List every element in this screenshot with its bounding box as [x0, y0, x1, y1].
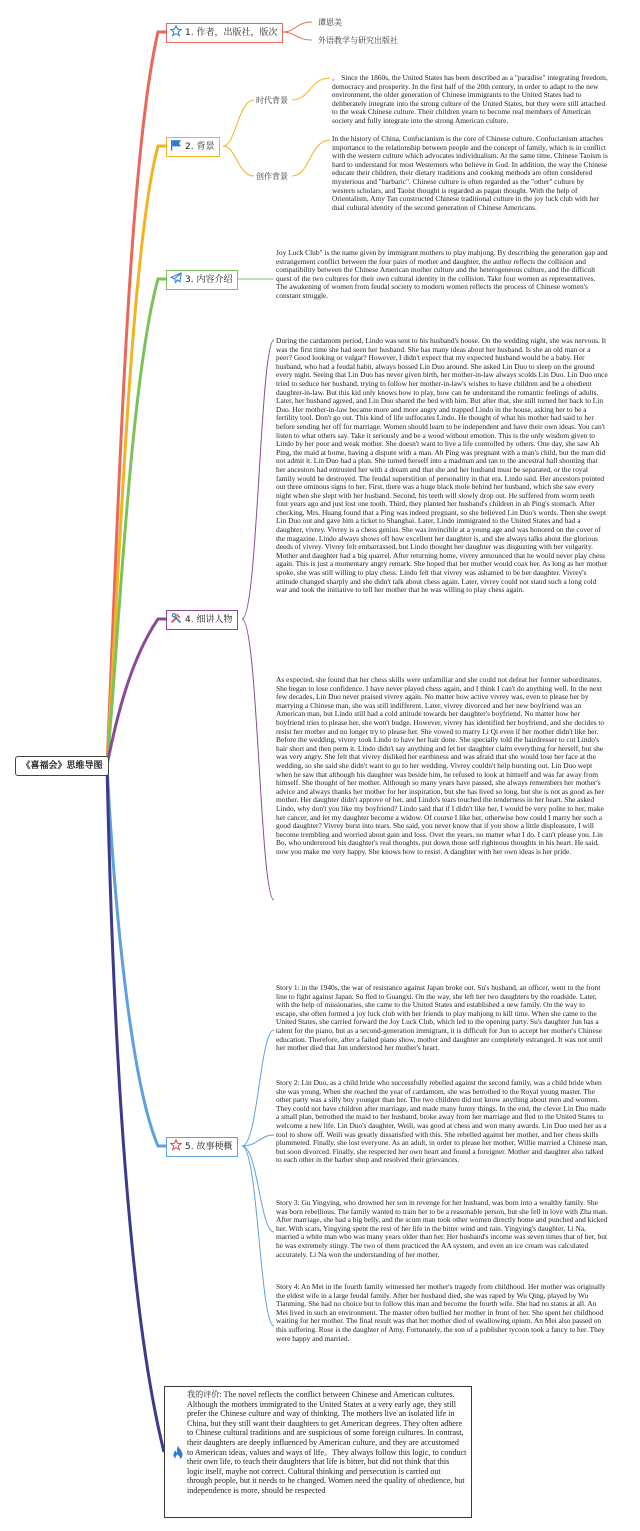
- sub-connector-creation-text: [292, 140, 330, 176]
- sub-connector-background-era: [223, 100, 254, 146]
- story-1-text: Story 1: in the 1940s, the war of resistance against Japan broke out. Su's husband, an officer, went to the front line to fight against Japan. Su fled to Guangxi. On the way, she left her two daughters by the roadside. Later, with the help of missionaries, she came to the United States and established a new family. On the way to escape, she often formed a joy luck club with her friends to play mahjong to kill time. When she came to the United States, she carried forward the Joy Luck Club, which led to the opening party. Su's daughter Jun has a talent for the piano, but as a second-generation immigrant, it is difficult for Jun to accept her mother's Chinese education. Therefore, after a failed piano show, mother and daughter are completely estranged. It was not until her mother died that Jun understood her mother's heart.: [276, 984, 603, 1053]
- node-content[interactable]: [166, 270, 238, 290]
- sub-connector-summary-4: [242, 1146, 274, 1326]
- creation-background-text: In the history of China, Confucianism is the core of Chinese culture. Confucianism attaches importance to the relationship between people and the concept of family, which is in conflict with the western culture which advocates individualism. At the same time, Chinese Taoism is hard to understand for most Westerners who believe in God. In addition, the way the Chinese educate their children, their dietary traditions and cooking methods are often considered mysterious and "barbaric". Chinese culture is often regarded as the "other" culture by western scholars, and Taoist thought is regarded as pagan thought. With the help of Orientalism, Amy Tan constructed Chinese traditional culture in the joy luck club with her dual cultural identity of the second generation of Chinese Americans.: [332, 135, 608, 212]
- node-author[interactable]: [166, 23, 283, 43]
- node-author-label: 1. 作者，出版社，版次: [185, 28, 278, 38]
- connector-review: [107, 765, 164, 1452]
- review-box[interactable]: [164, 1386, 472, 1518]
- root-node[interactable]: 《喜福会》思维导图: [15, 756, 109, 776]
- publisher-name: 外语教学与研究出版社: [318, 36, 398, 45]
- review-text: 我的评价: The novel reflects the conflict between Chinese and American cultures. Although the mothers immigrated to the United States at a very early age, they still prefer the Chinese culture and way of thinking. The mothers live an isolated life in China, but they still want their daughters to get American degrees. They often adhere to Chinese cultural traditions and are suspicious of some foreign cultures. In contrast, their daughters are deeply influenced by American culture, and they are accustomed to American ideas, values and ways of life。They always follow this logic, to conduct their own life, to teach their daughters that life is bitter, but did not think that this logic itself, maybe not correct. Cultural thinking and persecution is carried out through people, but it needs to be changed. Women need the quality of obedience, but independence is more, should be respected: [187, 1390, 467, 1495]
- era-background-label[interactable]: 时代背景: [256, 96, 288, 105]
- creation-background-label[interactable]: 创作背景: [256, 172, 288, 181]
- node-summary[interactable]: [166, 1137, 238, 1157]
- characters-text-2: As expected, she found that her chess skills were unfamiliar and she could not defeat her former subordinates. She began to lose confidence. I have never played chess again, and I think I can't do anything well. In the next few decades, Lin Duo never praised vivrey again. No matter how active vivrey was, even to please her by marrying a Chinese man, she was still indifferent. Later, vivrey divorced and her new boyfriend was an American man, but Lindo still had a cold attitude towards her daughter's boyfriend. No matter how her boyfriend tries to please her, she won't budge. However, vivrey has identified her boyfriend, and she decides to resist her mother and no longer try to please her. She vowed to marry Li Qi even if her mother didn't like her. Before the wedding, vivrey took Lindo to have her hair done. She specially told the hairdresser to cut Lindo's hair short and then perm it. Lindo didn't say anything and let her daughter claim everything for herself, but she was very angry. She felt that vivrey disliked her earthiness and was afraid that she would lose her face at the wedding, so she said she didn't want to go to her wedding. Vivrey couldn't help bursting out. Lin Duo wept when he saw that although his daughter was beside him, he refused to look at himself and was far away from himself. She thought of her mother. Although so many years have passed, she always remembers her mother's advice and always thanks her mother for her inspiration, but she has lived so long, but she is not as good as her mother. Her daughter didn't approve of her, and Lindo's tears touched the tenderness in her heart. She asked Lindo, why don't you like my boyfriend? Lindo said that if I didn't like her, I would be very polite to her, make her cancer, and let my daughter become a widow. Of course I like her, otherwise how could I marry her such a good daughter? Vivrey burst into tears. She said, you never know that if you show a little displeasure, I will become trembling and worried about gain and loss. Over the years, no matter what I do. I can't please you. Lin Bo, who understood his daughter's real thoughts, put down those self righteous thoughts in his heart. He said, now you make me very happy. She knows how to resist. A daughter with her own ideas is her pride.: [276, 676, 605, 856]
- sub-connector-era-text: [292, 78, 330, 100]
- paper-plane-icon: [170, 272, 182, 284]
- star-outline-icon: [170, 1139, 182, 1151]
- sub-connector-summary-2: [242, 1135, 274, 1146]
- node-characters[interactable]: [166, 610, 238, 630]
- sub-connector-summary-1: [242, 1030, 274, 1146]
- node-content-label: 3. 内容介绍: [185, 275, 233, 285]
- author-name: 谭恩美: [318, 18, 342, 27]
- story-4-text: Story 4: An Mei in the fourth family witnessed her mother's tragedy from childhood. Her mother was originally the eldest wife in a large feudal family. After her husband died, she was raped by Wu Qing, played by Wu Tianming. She had no choice but to follow this man and become the fourth wife. She had no status at all. An Mei lived in such an environment. The master often bullied her mother in front of her. She spent her childhood waiting for her mother. The final result was that her mother died of swallowing opium. An Mei also passed on this suffering. Rose is the daughter of Amy. Fortunately, the son of a publisher tycoon took a fancy to her. They were happy and married.: [276, 1283, 606, 1343]
- characters-text-1: During the cardamom period, Lindo was sent to his husband's house. On the wedding night, she was nervous. It was the first time she had seen her husband. She has many ideas about her husband. Is she an old man or a peer? Good looking or vulgar? However, I didn't expect that my expected husband would be a baby. Her husband, who had a feudal habit, always bossed Lin Duo around. She asked Lin Duo to sleep on the ground every night. Seeing that Lin Duo has never given birth, her mother-in-law always scolds Lin Duo. Lin Duo once tried to seduce her husband, trying to follow her mother-in-law's wishes to have children and be a obedient daughter-in-law. But this kid only knows how to play, how can he understand the romantic feelings of adults. Later, her husband agreed, and Lin Duo shared the bed with him. But after that, she still turned her back to Lin Duo. Her mother-in-law became more and more angry and trapped Lindo in the house, asking her to be a fertility tool. Don't go out. This kind of life suffocates Lindo. He thought of what his mother had said to her before sending her off for marriage. Women should learn to be independent and have their own ideas. You can't listen to what others say. Take it seriously and be a wood without emotion. This is the only wisdom given to Lindo by her poor and weak mother. She doesn't want to live a life controlled by others. One day, she saw Ah Ping, the maid at home, having a dispute with a man. Ah Ping was pregnant with a man's child, but the man did not admit it. Lin Duo had a plan. She turned herself into a madman and ran to the ancestral hall shouting that her ancestors had entrusted her with a dream and that she and her husband must be separated, or the royal family would be destroyed. The feudal superstition of personality in that era. Lindo said. Her ancestors pointed out three ominous signs to her. First, there was a huge black mole behind her husband, which she saw every night when she slept with her husband. Second, his teeth will slowly drop out. He suffered from worm teeth four years ago and just lost one tooth. Third, they planted her husband's children in ah Ping's stomach. After checking, Mrs. Huang found that a Ping was indeed pregnant, so she believed Lin Duo's words. Then she swept Lin Duo out and gave him a ticket to Shanghai. Later, Lindo immigrated to the United States and had a daughter, vivrey. Vivrey is a chess genius. She was invincible at a young age and was honored on the cover of the magazine. Lindo always shows off how excellent her daughter is, and she always talks about the glorious deeds of vivrey. Vivrey felt embarrassed, but Lindo thought her daughter was disgusting with her vulgarity. Mother and daughter had a big quarrel. After returning home, vivrey announced that he would never play chess again. This is just a momentary angry remark. She hoped that her mother would coax her. As long as her mother spoke, she was still willing to play chess. Lindo felt that vivrey was ashamed to be her daughter. Vivrey's attitude changed sharply and she didn't talk about chess again. Later, vivrey could not stand such a long cold war and took the initiative to tell her mother that he was willing to play chess again.: [276, 337, 608, 595]
- sub-connector-characters-2: [242, 619, 274, 900]
- sub-connector-characters-1: [242, 340, 274, 619]
- node-summary-label: 5. 故事梗概: [185, 1142, 233, 1152]
- tools-icon: [170, 612, 182, 624]
- node-background-label: 2. 背景: [185, 142, 215, 152]
- era-background-text: 。 Since the 1860s, the United States has been described as a "paradise" integrating freedom, democracy and prosperity. In the first half of the 20th century, in order to adapt to the new environment, the older generation of Chinese immigrants to the United States had to deliberately integrate into the strong culture of the United States, but they were still attached to the weak Chinese culture. Their children yearn to become real members of American society and fully integrate into the strong American culture.: [332, 74, 608, 125]
- content-text: Joy Luck Club" is the name given by immigrant mothers to play mahjong. By describing the generation gap and estrangement conflict between the four pairs of mother and daughter, the author reflects the collision and compatibility between the Chinese American mother culture and the heterogeneous culture, and the difficult quest of the two cultures for their own cultural identity in the collision. Take four women as representatives. The awakening of women from feudal society to modern women reflects the process of Chinese women's constant struggle.: [276, 249, 608, 300]
- flag-icon: [170, 139, 182, 151]
- sub-connector-background-creation: [223, 146, 254, 176]
- sub-connector-author-1: [282, 22, 312, 32]
- node-characters-label: 4. 细讲人物: [185, 615, 233, 625]
- node-background[interactable]: [166, 137, 220, 157]
- sub-connector-author-2: [282, 32, 312, 40]
- story-3-text: Story 3: Gu Yingying, who drowned her son in revenge for her husband, was born into a wealthy family. She was born rebellious. The family wanted to train her to be a reasonable person, but she fell in love with Zha man. After marriage, she had a big belly, and the scum man took other women directly home and punched and kicked her. With scars, Yingying spent the rest of her life in the bitter wind and rain. Yingying's daughter, Li Na, married a white man who was many years older than her. Her husband's income was seven times that of her, but he was extremely stingy. The two of them practiced the AA system, and even an ice cream was calculated accurately. Li Na won the understanding of her mother.: [276, 1199, 608, 1259]
- fire-icon: [172, 1445, 184, 1461]
- star-outline-icon: [170, 25, 182, 37]
- sub-connector-summary-3: [242, 1146, 274, 1232]
- story-2-text: Story 2: Lin Duo, as a child bride who successfully rebelled against the second family, was a child bride when she was young. When she reached the year of cardamom, she was betrothed to the Royal young master. The other party was a silly boy younger than her. The two children did not know anything about men and women. They could not have children after marriage, and made many funny things. In the end, the clever Lin Duo made a small plan, betrothed the maid to her husband, broke away from her marriage and fled to the United States to welcome a new life. Lin Duo's daughter, Weili, was good at chess and won many awards. Lin Duo used her as a tool to show off. Weili was greatly dissatisfied with this. She rebelled against her mother, and her chess skills plummeted. Finally, she lost everyone. As an adult, in order to please her mother, Willie married a Chinese man, but soon divorced. Finally, she respected her own heart and found a foreigner. Mother and daughter also talked to each other in the barber shop and resolved their grievances.: [276, 1079, 608, 1165]
- connector-summary: [107, 765, 166, 1146]
